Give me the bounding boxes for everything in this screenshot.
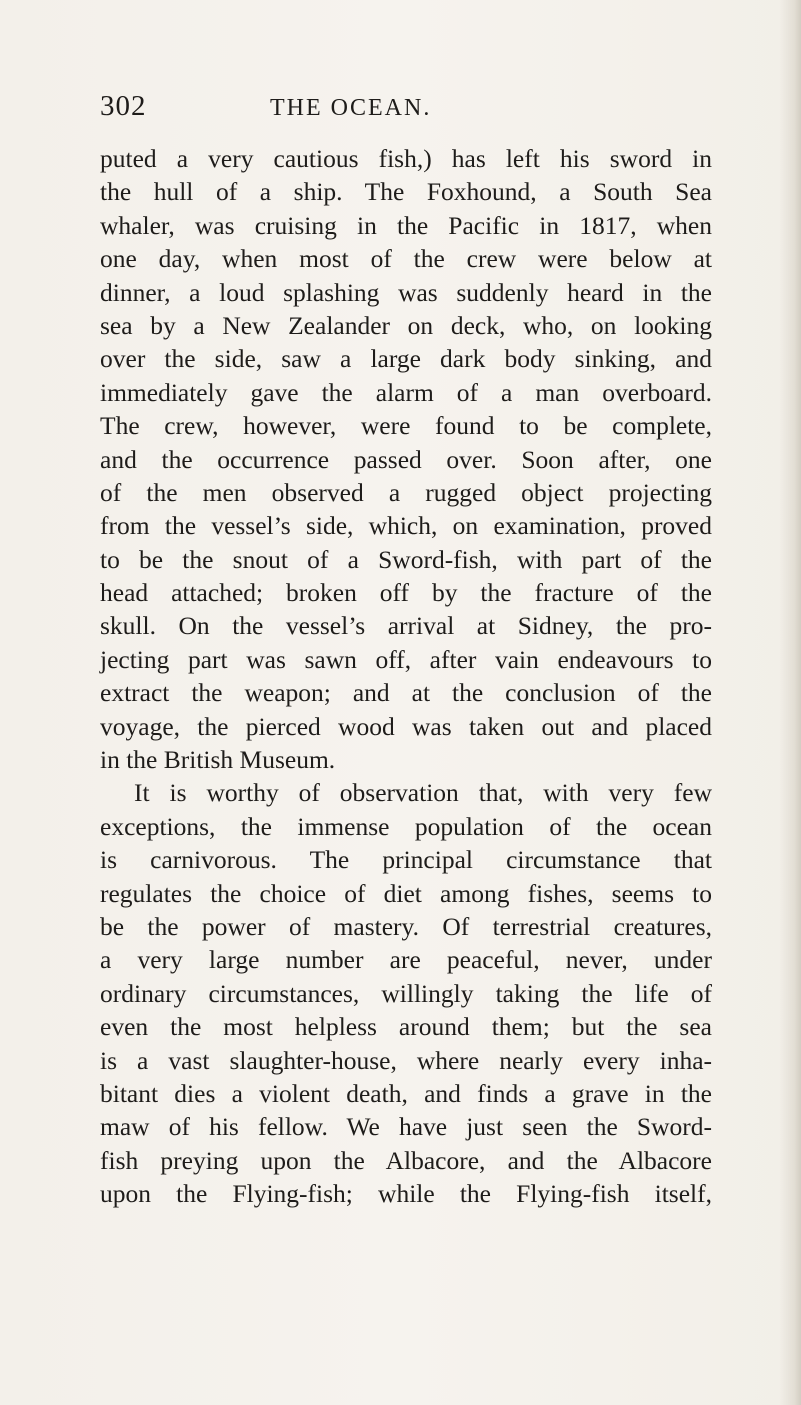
text-line: bitant dies a violent death, and finds a grave in the xyxy=(100,1078,712,1108)
paragraph-start-line: It is worthy of observation that, with very few xyxy=(134,778,712,808)
text-line: voyage, the pierced wood was taken out and placed xyxy=(100,711,712,741)
body-text xyxy=(100,142,712,1211)
text-line: one day, when most of the crew were below at xyxy=(100,244,712,274)
text-line: to be the snout of a Sword-fish, with part of the xyxy=(100,544,712,574)
text-line: whaler, was cruising in the Pacific in 1817, when xyxy=(100,210,712,240)
text-line: upon the Flying-fish; while the Flying-fish itself, xyxy=(100,1179,712,1209)
text-line: be the power of mastery. Of terrestrial creatures, xyxy=(100,911,712,941)
text-line: The crew, however, were found to be complete, xyxy=(100,411,712,441)
text-line: from the vessel’s side, which, on examination, proved xyxy=(100,511,712,541)
text-line: is carnivorous. The principal circumstance that xyxy=(100,845,712,875)
text-line: dinner, a loud splashing was suddenly heard in the xyxy=(100,277,712,307)
text-line: is a vast slaughter-house, where nearly every inha- xyxy=(100,1045,712,1075)
page-number: 302 xyxy=(100,90,147,122)
text-line: a very large number are peaceful, never, under xyxy=(100,945,712,975)
text-line: of the men observed a rugged object projecting xyxy=(100,477,712,507)
text-line: regulates the choice of diet among fishes, seems to xyxy=(100,878,712,908)
text-line: fish preying upon the Albacore, and the Albacore xyxy=(100,1145,712,1175)
paragraph-end-line: in the British Museum. xyxy=(100,745,336,775)
text-line: exceptions, the immense population of the ocean xyxy=(100,811,712,841)
text-line: head attached; broken off by the fracture of the xyxy=(100,578,712,608)
page-header xyxy=(100,86,712,126)
text-line: puted a very cautious fish,) has left his sword in xyxy=(100,144,712,173)
text-line: ordinary circumstances, willingly taking the life of xyxy=(100,978,712,1008)
text-line: sea by a New Zealander on deck, who, on looking xyxy=(100,310,712,340)
text-line: and the occurrence passed over. Soon after, one xyxy=(100,444,712,474)
text-line: immediately gave the alarm of a man overboard. xyxy=(100,377,712,407)
text-line: jecting part was sawn off, after vain endeavours to xyxy=(100,644,712,674)
text-line: skull. On the vessel’s arrival at Sidney, the pro- xyxy=(100,611,712,641)
text-line: even the most helpless around them; but the sea xyxy=(100,1012,712,1042)
text-line: over the side, saw a large dark body sinking, and xyxy=(100,344,712,374)
text-line: maw of his fellow. We have just seen the Sword- xyxy=(100,1112,712,1142)
text-line: the hull of a ship. The Foxhound, a South Sea xyxy=(100,177,712,207)
running-head: THE OCEAN. xyxy=(270,95,432,121)
text-line: extract the weapon; and at the conclusion of the xyxy=(100,678,712,708)
page-edge-shadow xyxy=(779,0,801,1405)
